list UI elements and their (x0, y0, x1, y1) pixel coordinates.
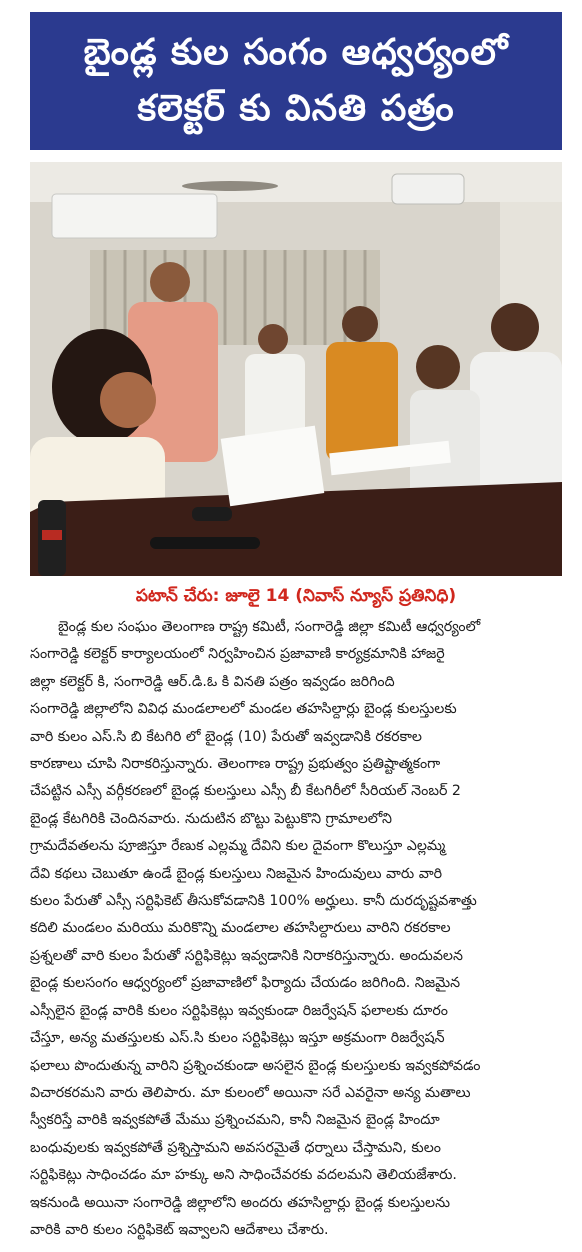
body-line: ఇకనుండి అయినా సంగారెడ్డి జిల్లాలోని అందరు తహసిల్దార్లు బైండ్ల కులస్తులను (30, 1194, 450, 1211)
body-line: వారికి వారి కులం సర్టిఫికెట్ ఇవ్వాలని ఆదేశాలు చేశారు. (30, 1221, 329, 1238)
headline-line-1: బైండ్ల కుల సంగం ఆధ్వర్యంలో (83, 32, 509, 73)
body-line: చేస్తూ, అన్య మతస్తులకు ఎస్.సి కులం సర్టిఫికెట్లు ఇస్తూ అక్రమంగా రిజర్వేషన్ (30, 1030, 445, 1047)
body-line: కారణాలు చూపి నిరాకరిస్తున్నారు. తెలంగాణ రాష్ట్ర ప్రభుత్వం ప్రతిష్టాత్మకంగా (30, 756, 441, 773)
body-line: విచారకరమని వారు తెలిపారు. మా కులంలో అయినా సరే ఎవరైనా అన్య మతాలు (30, 1084, 471, 1101)
body-line: స్వీకరిస్తే వారికి ఇవ్వకపోతే మేము ప్రశ్నించమని, కానీ నిజమైన బైండ్ల హిందూ (30, 1112, 440, 1129)
headline-banner (30, 12, 562, 150)
body-line: గ్రామదేవతలను పూజిస్తూ రేణుక ఎల్లమ్మ దేవిని కుల దైవంగా కొలుస్తూ ఎల్లమ్మ (30, 838, 446, 855)
body-line: చేపట్టిన ఎస్సీ వర్గీకరణలో బైండ్ల కులస్తులు ఎస్సీ బీ కేటగిరీలో సీరియల్ నెంబర్ 2 (30, 783, 461, 800)
body-line: బైండ్ల కుల సంఘం తెలంగాణ రాష్ట్ర కమిటీ, సంగారెడ్డి జిల్లా కమిటీ ఆధ్వర్యంలో (58, 619, 481, 635)
body-line: దేవి కథలు చెబుతూ ఉండే బైండ్ల కులస్తులు నిజమైన హిందువులు వారు వారి (30, 865, 443, 882)
body-line: సంగారెడ్డి కలెక్టర్ కార్యాలయంలో నిర్వహించిన ప్రజావాణి కార్యక్రమానికి హాజరై (30, 646, 445, 663)
body-line: వారి కులం ఎస్.సి బి కేటగిరి లో బైండ్ల (10) పేరుతో ఇవ్వడానికి రకరకాల (30, 728, 422, 745)
body-line: బంధువులకు ఇవ్వకపోతే ప్రశ్నిస్తామని అవసరమైతే ధర్నాలు చేస్తామని, కులం (30, 1139, 441, 1156)
body-line: కులం పేరుతో ఎస్సీ సర్టిఫికెట్ తీసుకోవడానికి 100% అర్హులు. కానీ దురదృష్టవశాత్తు (30, 893, 477, 910)
body-line: ప్రశ్నలతో వారి కులం పేరుతో సర్టిఫికెట్లు ఇవ్వడానికి నిరాకరిస్తున్నారు. అందువలన (30, 947, 463, 964)
headline-line-2: కలెక్టర్ కు వినతి పత్రం (137, 88, 455, 129)
dateline: పటాన్ చేరు: జూలై 14 (నివాస్ న్యూస్ ప్రతినిధి) (135, 586, 457, 606)
body-line: కదిలి మండలం మరియు మరికొన్ని మండలాల తహసిల్దారులు వారిని రకరకాల (30, 920, 451, 937)
body-line: జిల్లా కలెక్టర్ కి, సంగారెడ్డి ఆర్.డి.ఓ కి వినతి పత్రం ఇవ్వడం జరిగింది (30, 673, 395, 690)
body-line: ఫలాలు పొందుతున్న వారిని ప్రశ్నించకుండా అసలైన బైండ్ల కులస్తులకు ఇవ్వకపోవడం (30, 1057, 481, 1074)
news-photo (30, 162, 562, 576)
body-line: సర్టిఫికెట్లు సాధించడం మా హక్కు అని సాధించేవరకు వదలమని తెలియజేశారు. (30, 1167, 457, 1184)
body-line: బైండ్ల కులసంగం ఆధ్వర్యంలో ప్రజావాణిలో ఫిర్యాదు చేయడం జరిగింది. నిజమైన (30, 975, 461, 992)
body-line: ఎస్సీలైన బైండ్ల వారికి కులం సర్టిఫికెట్లు ఇవ్వకుండా రిజర్వేషన్ ఫలాలకు దూరం (30, 1002, 448, 1019)
body-line: బైండ్ల కేటగిరికి చెందినవారు. నుదుటిన బొట్టు పెట్టుకొని గ్రామాలలోని (30, 810, 392, 827)
body-line: సంగారెడ్డి జిల్లాలోని వివిధ మండలాలలో మండల తహసిల్దార్లు బైండ్ల కులస్తులకు (30, 701, 457, 718)
article-body (30, 614, 562, 1244)
